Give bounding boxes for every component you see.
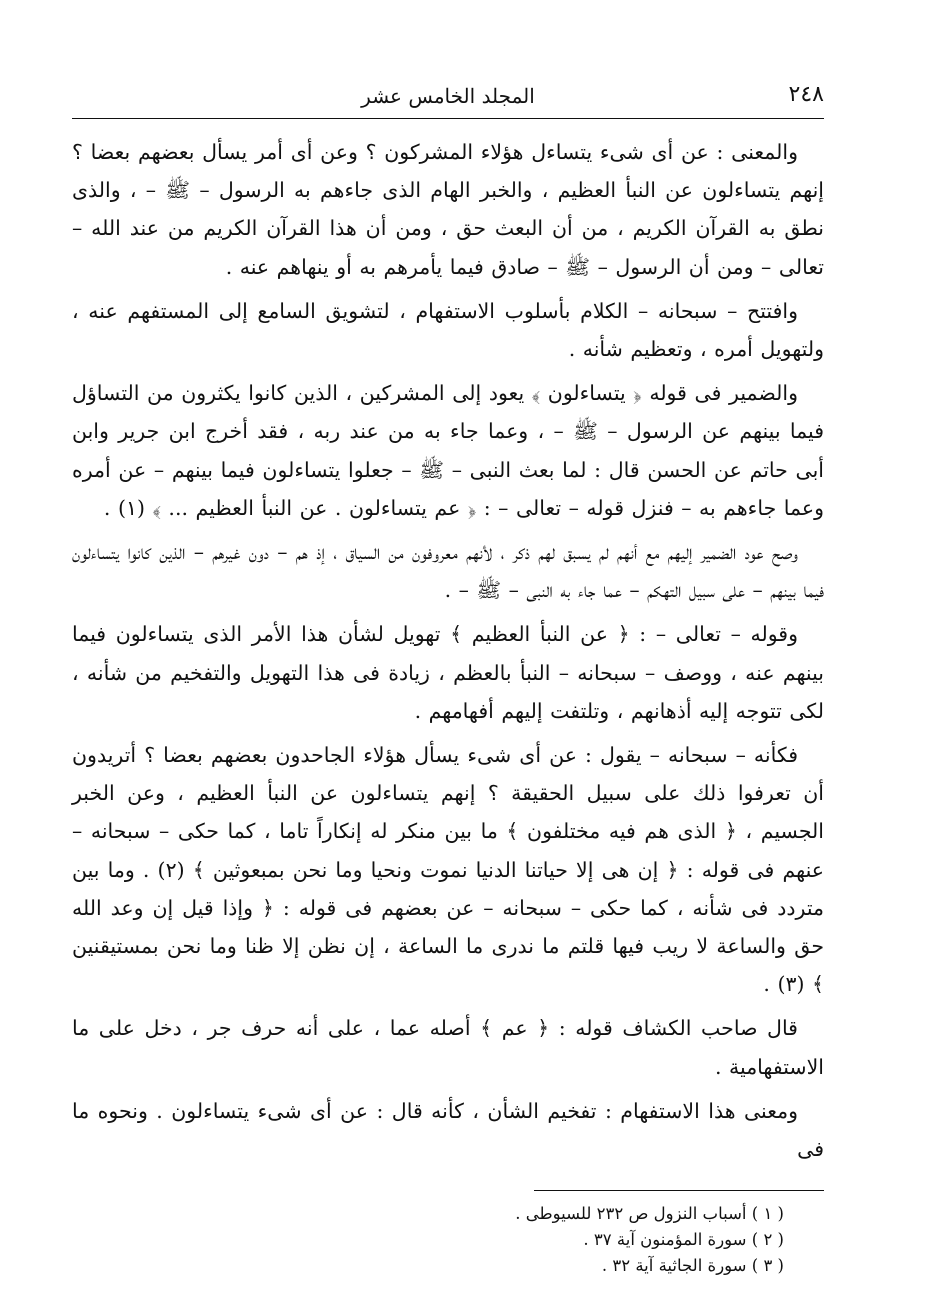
footnotes bbox=[72, 1201, 784, 1279]
paragraph: ومعنى هذا الاستفهام : تفخيم الشأن ، كأنه قال : عن أى شىء يتساءلون . ونحوه ما فى bbox=[72, 1098, 824, 1162]
paragraph: وصح عود الضمير إليهم مع أنهم لم يسبق لهم ذكر ، لأنهم معروفون من السياق ، إذ هم – دون غيرهم – الذين كانوا يتساءلون فيما بينهم – على سبيل التهكم – عما جاء به النبى – ﷺ – . bbox=[72, 540, 824, 603]
paragraph: والمعنى : عن أى شىء يتساءل هؤلاء المشركون ؟ وعن أى أمر يسأل بعضهم بعضا ؟ إنهم يتساءلون عن النبأ العظيم ، والخبر الهام الذى جاءهم به الرسول – ﷺ – ، والذى نطق به القرآن الكريم ، من أن البعث حق ، ومن أن هذا القرآن الكريم من عند الله – تعالى – ومن أن الرسول – ﷺ – صادق فيما يأمرهم به أو ينهاهم عنه . bbox=[72, 140, 824, 279]
footnote-divider bbox=[534, 1190, 824, 1191]
paragraph: قال صاحب الكشاف قوله : ﴿ عم ﴾ أصله عما ، على أنه حرف جر ، دخل على ما الاستفهامية . bbox=[72, 1016, 824, 1079]
page-header bbox=[72, 78, 824, 119]
footnote-3: ( ٣ ) سورة الجاثية آية ٣٢ . bbox=[601, 1256, 784, 1276]
footnote-2: ( ٢ ) سورة المؤمنون آية ٣٧ . bbox=[583, 1230, 784, 1250]
page-body bbox=[72, 133, 824, 1168]
footnote-1: ( ١ ) أسباب النزول ص ٢٣٢ للسيوطى . bbox=[515, 1204, 784, 1224]
book-page bbox=[72, 78, 824, 1279]
volume-title: المجلد الخامس عشر bbox=[361, 84, 535, 108]
paragraph: وقوله – تعالى – : ﴿ عن النبأ العظيم ﴾ تهويل لشأن هذا الأمر الذى يتساءلون فيما بينهم عنه ، ووصف – سبحانه – النبأ بالعظم ، زيادة فى هذا التهويل والتفخيم من شأنه ، لكى تتوجه إليه أذهانهم ، وتلتفت إليهم أفهامهم . bbox=[72, 622, 824, 723]
paragraph: والضمير فى قوله ﴿ يتساءلون ﴾ يعود إلى المشركين ، الذين كانوا يكثرون من التساؤل فيما بينهم عن الرسول – ﷺ – ، وعما جاء به من عند ربه ، فقد أخرج ابن جرير وابن أبى حاتم عن الحسن قال : لما بعث النبى – ﷺ – جعلوا يتساءلون فيما بينهم – عن أمره وعما جاءهم به – فنزل قوله – تعالى – : ﴿ عم يتساءلون . عن النبأ العظيم ... ﴾ (١) . bbox=[72, 381, 824, 520]
page-number: ٢٤٨ bbox=[788, 82, 824, 107]
paragraph: وافتتح – سبحانه – الكلام بأسلوب الاستفهام ، لتشويق السامع إلى المستفهم عنه ، ولتهويل أمره ، وتعظيم شأنه . bbox=[72, 298, 824, 362]
paragraph: فكأنه – سبحانه – يقول : عن أى شىء يسأل هؤلاء الجاحدون بعضهم بعضا ؟ أتريدون أن تعرفوا ذلك على سبيل الحقيقة ؟ إنهم يتساءلون عن النبأ العظيم ، وعن الخبر الجسيم ، ﴿ الذى هم فيه مختلفون ﴾ ما بين منكر له إنكاراً تاما ، كما حكى – سبحانه – عنهم فى قوله : ﴿ إن هى إلا حياتنا الدنيا نموت ونحيا وما نحن بمبعوثين ﴾ (٢) . وما بين متردد فى شأنه ، كما حكى – سبحانه – عن بعضهم فى قوله : ﴿ وإذا قيل إن وعد الله حق والساعة لا ريب فيها قلتم ما ندرى ما الساعة ، إن نظن إلا ظنا وما نحن بمستيقنين ﴾ (٣) . bbox=[72, 743, 825, 997]
